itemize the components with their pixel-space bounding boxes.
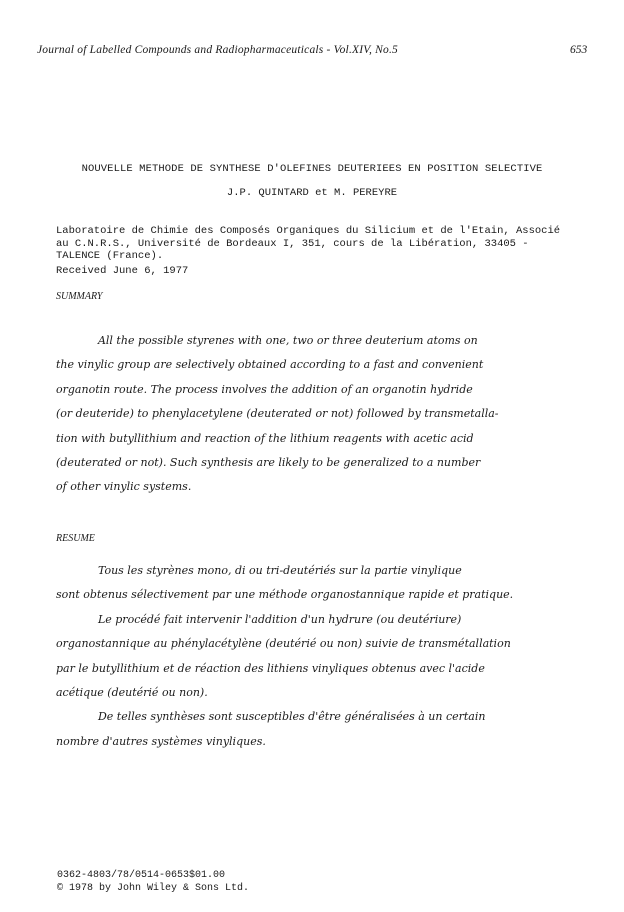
footer-code: 0362-4803/78/0514-0653$01.00: [57, 870, 226, 881]
resume-text: [56, 559, 513, 754]
resume-line: acétique (deutérié ou non).: [56, 686, 208, 700]
summary-line: (or deuteride) to phenylacetylene (deuterated or not) followed by transmetalla-: [56, 407, 499, 421]
affiliation-line: au C.N.R.S., Université de Bordeaux I, 351, cours de la Libération, 33405 -: [56, 237, 529, 250]
summary-line: (deuterated or not). Such synthesis are likely to be generalized to a number: [56, 456, 481, 470]
resume-heading: RESUME: [56, 533, 95, 544]
summary-text: [56, 329, 499, 500]
summary-heading: SUMMARY: [56, 291, 103, 302]
footer: [57, 870, 249, 895]
article-authors: J.P. QUINTARD et M. PEREYRE: [226, 187, 398, 199]
resume-line: Tous les styrènes mono, di ou tri-deutériés sur la partie vinylique: [56, 564, 462, 577]
journal-header: Journal of Labelled Compounds and Radiopharmaceuticals - Vol.XIV, No.5: [37, 44, 399, 56]
summary-line: of other vinylic systems.: [56, 480, 192, 494]
resume-line: Le procédé fait intervenir l'addition d'un hydrure (ou deutériure): [56, 612, 462, 626]
article-title: NOUVELLE METHODE DE SYNTHESE D'OLEFINES DEUTERIEES EN POSITION SELECTIVE: [81, 163, 543, 175]
summary-line: organotin route. The process involves the addition of an organotin hydride: [56, 382, 473, 396]
resume-line: organostannique au phénylacétylène (deutérié ou non) suivie de transmétallation: [56, 637, 511, 651]
affiliation-line: Laboratoire de Chimie des Composés Organiques du Silicium et de l'Etain, Associé: [56, 225, 561, 237]
resume-line: par le butyllithium et de réaction des lithiens vinyliques obtenus avec l'acide: [56, 661, 485, 675]
footer-copyright: © 1978 by John Wiley & Sons Ltd.: [57, 882, 250, 894]
summary-line: All the possible styrenes with one, two or three deuterium atoms on: [56, 334, 478, 347]
affiliation: [56, 225, 560, 263]
page-number: 653: [570, 44, 588, 56]
summary-line: tion with butyllithium and reaction of the lithium reagents with acetic acid: [56, 431, 474, 445]
resume-line: De telles synthèses sont susceptibles d'être généralisées à un certain: [56, 710, 486, 724]
received-date: Received June 6, 1977: [56, 265, 189, 277]
resume-line: nombre d'autres systèmes vinyliques.: [56, 734, 266, 748]
affiliation-line: TALENCE (France).: [56, 250, 164, 263]
resume-line: sont obtenus sélectivement par une méthode organostannique rapide et pratique.: [56, 588, 514, 602]
summary-line: the vinylic group are selectively obtained according to a fast and convenient: [56, 358, 484, 372]
